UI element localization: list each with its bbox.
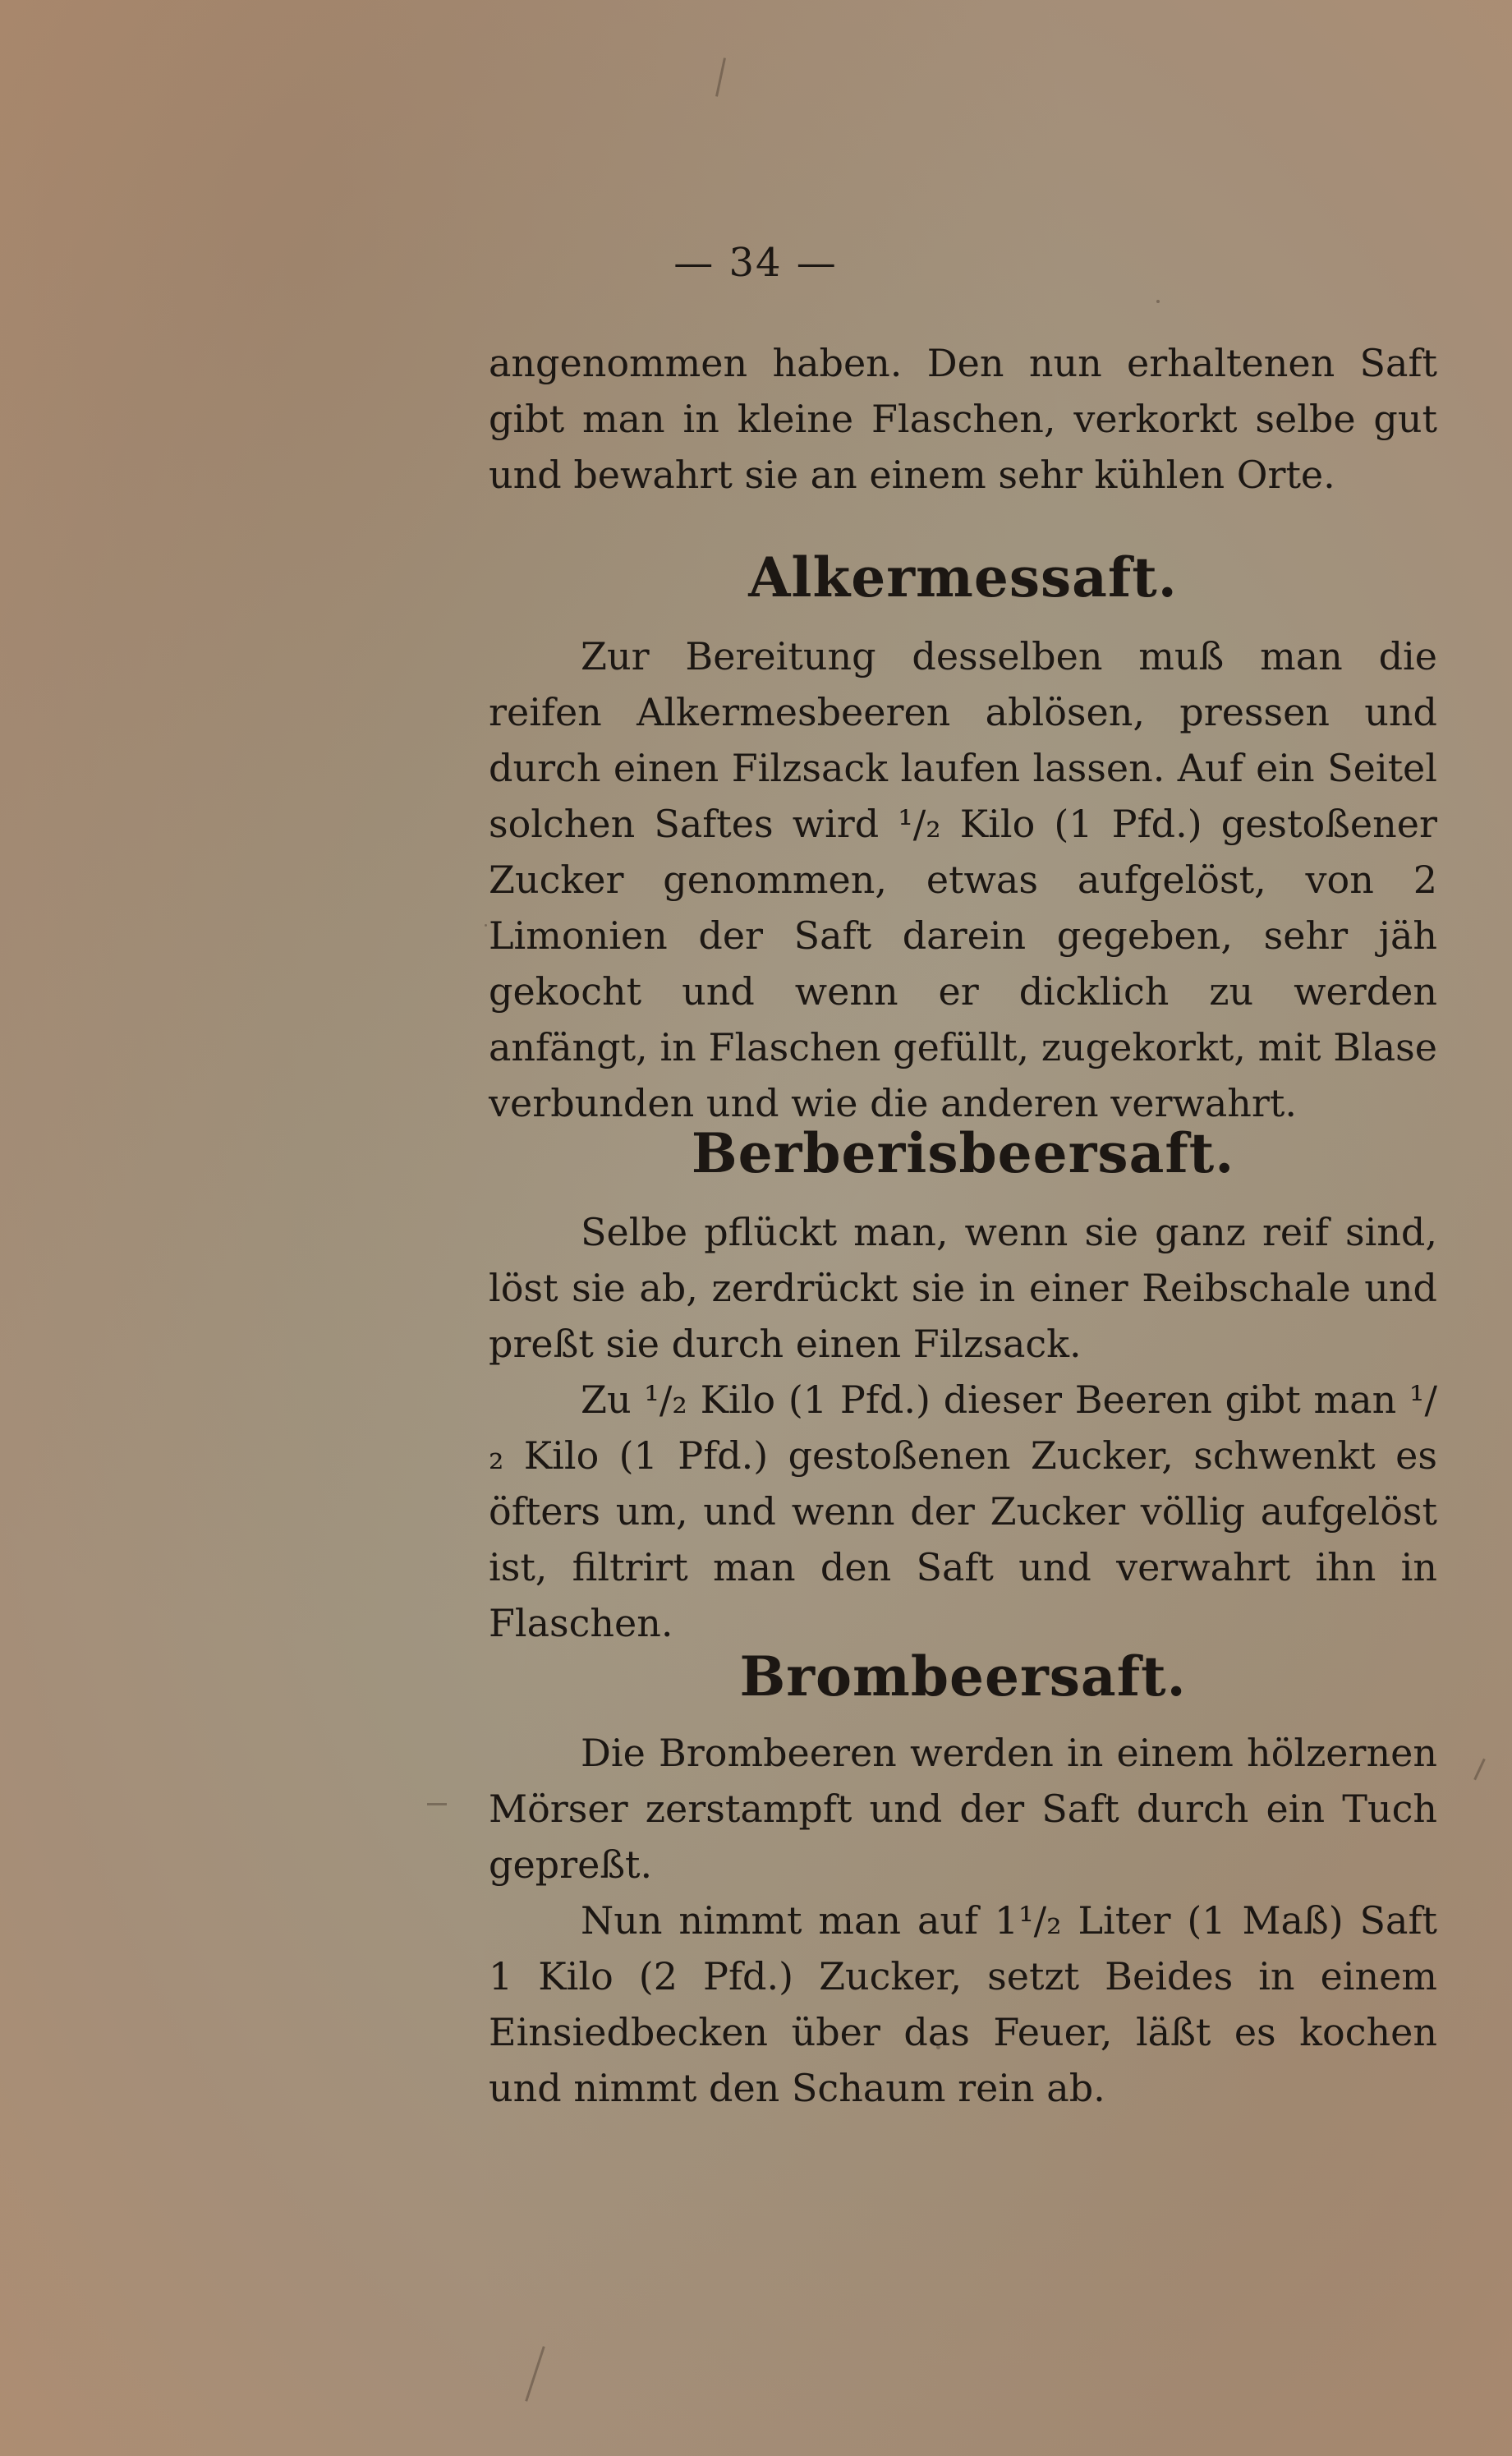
heading-berberisbeersaft: Berberisbeersaft. [691, 1121, 1235, 1185]
intro-text-block [489, 335, 1437, 503]
paper-mark [427, 1803, 447, 1805]
alkermessaft-paragraph: Zur Bereitung desselben muß man die reifen Alkermesbeeren ablösen, pressen und durch einen Filzsack laufen lassen. Auf ein Seitel solchen Saftes wird ¹/₂ Kilo (1 Pfd.) gestoßener Zucker genommen, etwas aufgelöst, von 2 Limonien der Saft darein gegeben, sehr jäh gekocht und wenn er dicklich zu werden anfängt, in Flaschen gefüllt, zugekorkt, mit Blase verbunden und wie die anderen verwahrt. [489, 634, 1437, 1125]
paper-mark [1156, 300, 1160, 303]
heading-alkermessaft: Alkermessaft. [748, 545, 1178, 609]
paper-mark [485, 924, 487, 927]
berberisbeersaft-paragraph-2: Zu ¹/₂ Kilo (1 Pfd.) dieser Beeren gibt man ¹/₂ Kilo (1 Pfd.) gestoßenen Zucker, schwenkt es öfters um, und wenn der Zucker völlig aufgelöst ist, filtrirt man den Saft und verwahrt ihn in Flaschen. [489, 1377, 1437, 1645]
brombeersaft-paragraph-2: Nun nimmt man auf 1¹/₂ Liter (1 Maß) Saft 1 Kilo (2 Pfd.) Zucker, setzt Beides in einem Einsiedbecken über das Feuer, läßt es kochen und nimmt den Schaum rein ab. [489, 1898, 1437, 2110]
brombeersaft-text-block [489, 1725, 1437, 2116]
intro-paragraph: angenommen haben. Den nun erhaltenen Saft gibt man in kleine Flaschen, verkorkt selbe gut und bewahrt sie an einem sehr kühlen Orte. [489, 341, 1437, 497]
page-number: — 34 — [673, 240, 838, 286]
berberisbeersaft-paragraph-1: Selbe pflückt man, wenn sie ganz reif sind, löst sie ab, zerdrückt sie in einer Reibschale und preßt sie durch einen Filzsack. [489, 1210, 1437, 1366]
brombeersaft-paragraph-1: Die Brombeeren werden in einem hölzernen Mörser zerstampft und der Saft durch ein Tuch gepreßt. [489, 1731, 1437, 1887]
berberisbeersaft-text-block [489, 1204, 1437, 1651]
paper-mark [525, 2346, 545, 2402]
paper-mark [936, 2045, 940, 2049]
heading-brombeersaft: Brombeersaft. [739, 1644, 1187, 1709]
paper-mark [715, 57, 726, 97]
paper-mark [1473, 1759, 1486, 1781]
alkermessaft-text-block [489, 628, 1437, 1131]
